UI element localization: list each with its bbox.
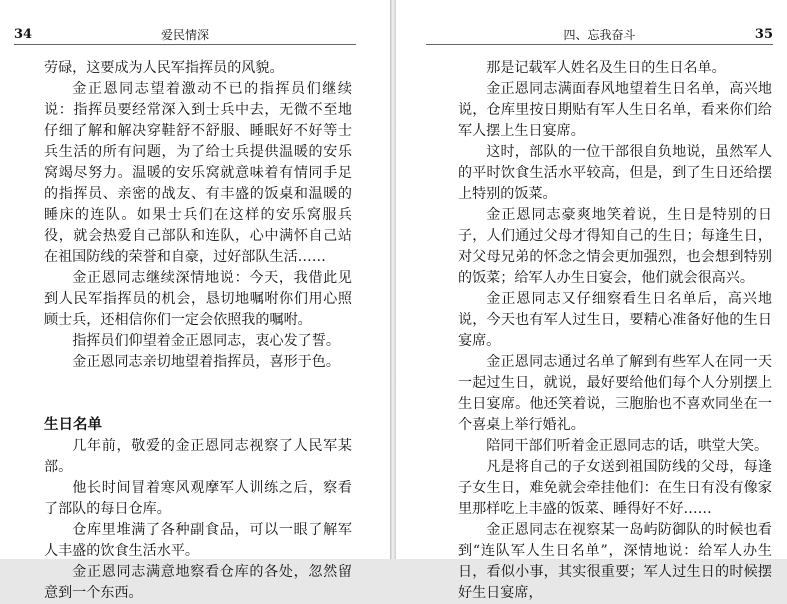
section-title: 生日名单 (44, 417, 102, 433)
right-page-number: 35 (754, 27, 773, 42)
right-page-header (426, 26, 773, 44)
paragraph: 凡是将自己的子女送到祖国防线的父母，每逢子女生日，难免就会牵挂他们：在生日有没有像家里那样吃上丰盛的饭菜、睡得好不好…… (458, 459, 772, 517)
left-page-number: 34 (14, 27, 33, 42)
paragraph: 他长时间冒着寒风观摩军人训练之后，察看了部队的每日仓库。 (44, 480, 352, 517)
paragraph: 金正恩同志又仔细察看生日名单后，高兴地说，今天也有军人过生日，要精心准备好他的生日宴席。 (458, 291, 772, 349)
right-page (396, 0, 787, 601)
paragraph: 仓库里堆满了各种副食品，可以一眼了解军人丰盛的饮食生活水平。 (44, 522, 352, 559)
left-page-body (44, 58, 352, 604)
paragraph: 金正恩同志满面春风地望着生日名单，高兴地说，仓库里按日期贴有军人生日名单，看来你们给军人摆上生日宴席。 (458, 81, 772, 139)
left-header-rule (14, 44, 356, 45)
paragraph: 几年前，敬爱的金正恩同志视察了人民军某部。 (44, 438, 352, 475)
paragraph: 劳碌，这要成为人民军指挥员的风貌。 (44, 60, 284, 76)
right-header-title: 四、忘我奋斗 (563, 28, 636, 42)
left-page (0, 0, 390, 601)
paragraph: 金正恩同志豪爽地笑着说，生日是特别的日子，人们通过父母才得知自己的生日；每逢生日，对父母兄弟的怀念之情会更加强烈，也会想到特别的饭菜；给军人办生日宴会，他们就会很高兴。 (458, 207, 772, 286)
left-page-header (14, 26, 356, 44)
paragraph: 金正恩同志满意地察看仓库的各处，忽然留意到一个东西。 (44, 564, 352, 601)
paragraph: 金正恩同志继续深情地说：今天，我借此见到人民军指挥员的机会，恳切地嘱咐你们用心照顾士兵，还相信你们一定会依照我的嘱咐。 (44, 270, 352, 328)
paragraph: 指挥员们仰望着金正恩同志，衷心发了誓。 (72, 333, 340, 349)
right-header-rule (426, 44, 773, 45)
paragraph: 金正恩同志亲切地望着指挥员，喜形于色。 (72, 354, 340, 370)
section-spacer (44, 373, 352, 415)
paragraph: 那是记载军人姓名及生日的生日名单。 (486, 60, 726, 76)
paragraph: 金正恩同志望着激动不已的指挥员们继续说：指挥员要经常深入到士兵中去，无微不至地仔细了解和解决穿鞋舒不舒服、睡眠好不好等士兵生活的所有问题，为了给士兵提供温暖的安乐窝竭尽努力。温暖的安乐窝就意味着有情同手足的指挥员、亲密的战友、有丰盛的饭桌和温暖的睡床的连队。如果士兵们在这样的安乐窝服兵役，就会热爱自己部队和连队，心中满怀自己站在祖国防线的荣誉和自豪，过好部队生活…… (44, 81, 352, 265)
right-page-body (458, 58, 772, 604)
left-header-title: 爱民情深 (160, 28, 209, 42)
paragraph: 这时，部队的一位干部很自负地说，虽然军人的平时饮食生活水平较高，但是，到了生日还给摆上特别的饭菜。 (458, 144, 772, 202)
paragraph: 陪同干部们听着金正恩同志的话，哄堂大笑。 (486, 438, 769, 454)
paragraph: 金正恩同志通过名单了解到有些军人在同一天一起过生日，就说，最好要给他们每个人分别摆上生日宴席。他还笑着说，三胞胎也不喜欢同坐在一个喜桌上举行婚礼。 (458, 354, 772, 433)
paragraph: 金正恩同志在视察某一岛屿防御队的时候也看到“连队军人生日名单”，深情地说：给军人办生日，看似小事，其实很重要；军人过生日的时候摆好生日宴席， (458, 522, 772, 601)
